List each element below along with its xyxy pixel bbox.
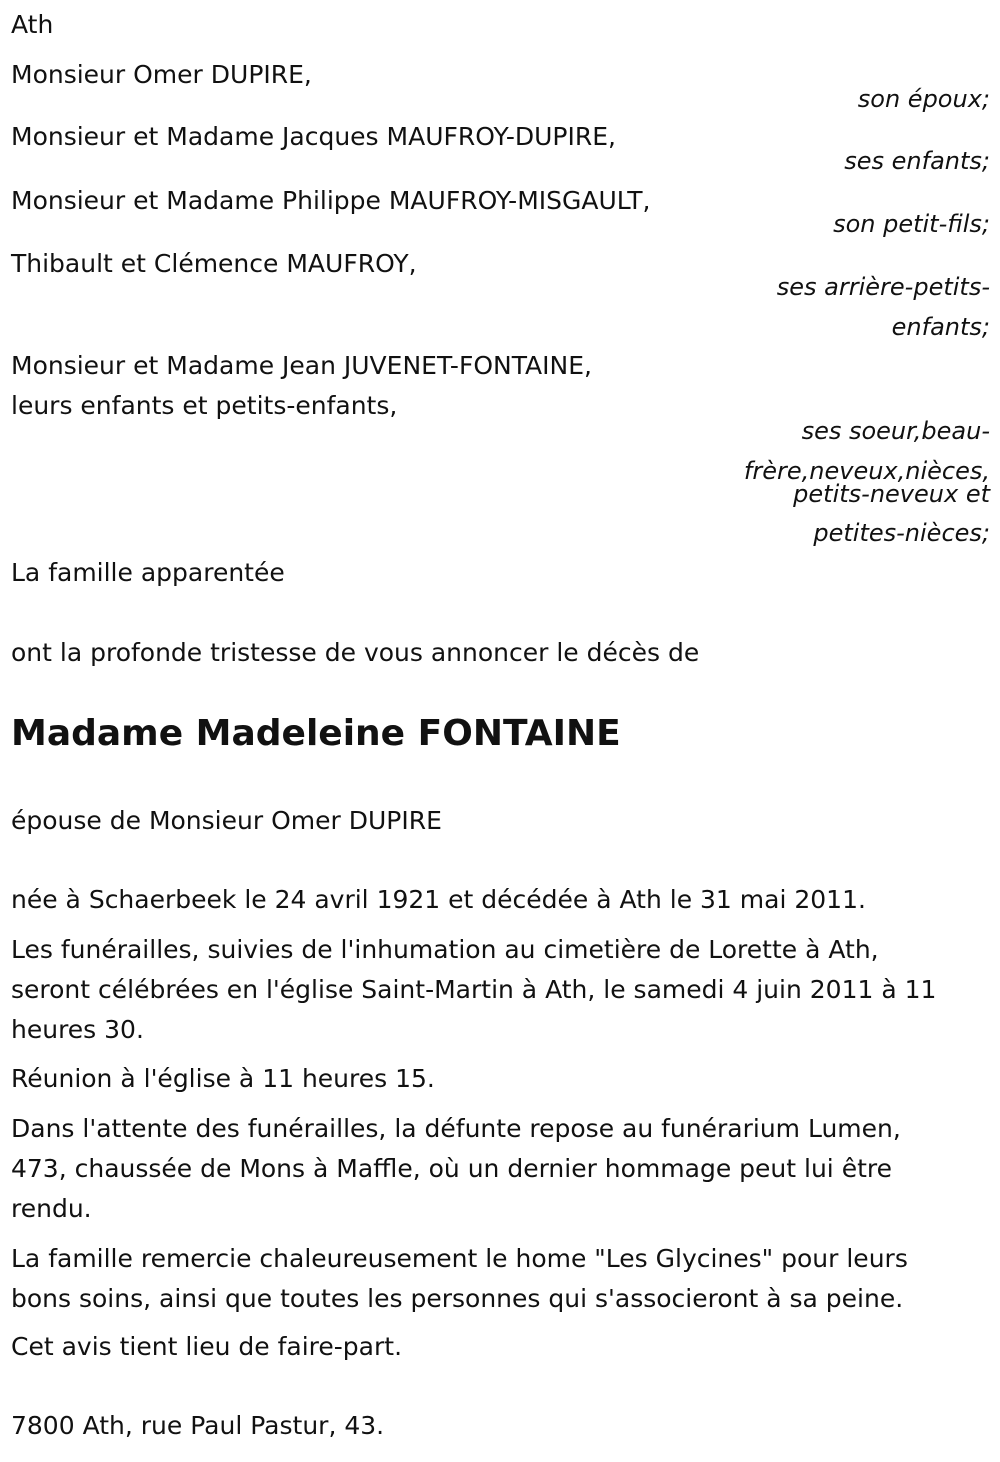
thanks-line-2: bons soins, ainsi que toutes les personnes qui s'associeront à sa peine. — [11, 1284, 904, 1313]
repose-line-2: 473, chaussée de Mons à Maffle, où un dernier hommage peut lui être — [11, 1154, 892, 1183]
address-line: 7800 Ath, rue Paul Pastur, 43. — [11, 1411, 385, 1440]
family-member-5-line-1: Monsieur et Madame Jean JUVENET-FONTAINE, — [11, 351, 592, 380]
relation-3: son petit-fils; — [833, 210, 990, 238]
relation-4-line-2: enfants; — [891, 313, 990, 341]
family-member-2: Monsieur et Madame Jacques MAUFROY-DUPIRE, — [11, 122, 616, 151]
family-member-1: Monsieur Omer DUPIRE, — [11, 60, 312, 89]
funeral-line-3: heures 30. — [11, 1015, 144, 1044]
announcement: ont la profonde tristesse de vous annoncer le décès de — [11, 638, 700, 667]
relation-4-line-1: ses arrière-petits- — [776, 273, 990, 301]
repose-line-1: Dans l'attente des funérailles, la défunte repose au funérarium Lumen, — [11, 1114, 901, 1143]
relation-1: son époux; — [857, 85, 990, 113]
birth-death-line: née à Schaerbeek le 24 avril 1921 et décédée à Ath le 31 mai 2011. — [11, 885, 866, 914]
notice-line: Cet avis tient lieu de faire-part. — [11, 1332, 403, 1361]
funeral-line-2: seront célébrées en l'église Saint-Martin à Ath, le samedi 4 juin 2011 à 11 — [11, 975, 937, 1004]
deceased-name: Madame Madeleine FONTAINE — [11, 713, 621, 754]
funeral-line-1: Les funérailles, suivies de l'inhumation au cimetière de Lorette à Ath, — [11, 935, 879, 964]
family-apparentee: La famille apparentée — [11, 558, 285, 587]
relation-2: ses enfants; — [844, 147, 990, 175]
relation-5-line-2: frère,neveux,nièces, — [743, 457, 990, 485]
spouse-line: épouse de Monsieur Omer DUPIRE — [11, 806, 442, 835]
family-member-5-line-2: leurs enfants et petits-enfants, — [11, 391, 398, 420]
relation-5-line-1: ses soeur,beau- — [801, 417, 990, 445]
family-member-4: Thibault et Clémence MAUFROY, — [11, 249, 417, 278]
relation-5-line-3: petits-neveux et — [793, 480, 990, 508]
repose-line-3: rendu. — [11, 1194, 92, 1223]
city-heading: Ath — [11, 10, 54, 39]
relation-5-line-4: petites-nièces; — [813, 519, 990, 547]
reunion-line: Réunion à l'église à 11 heures 15. — [11, 1064, 435, 1093]
family-member-3: Monsieur et Madame Philippe MAUFROY-MISGAULT, — [11, 186, 651, 215]
thanks-line-1: La famille remercie chaleureusement le home "Les Glycines" pour leurs — [11, 1244, 908, 1273]
